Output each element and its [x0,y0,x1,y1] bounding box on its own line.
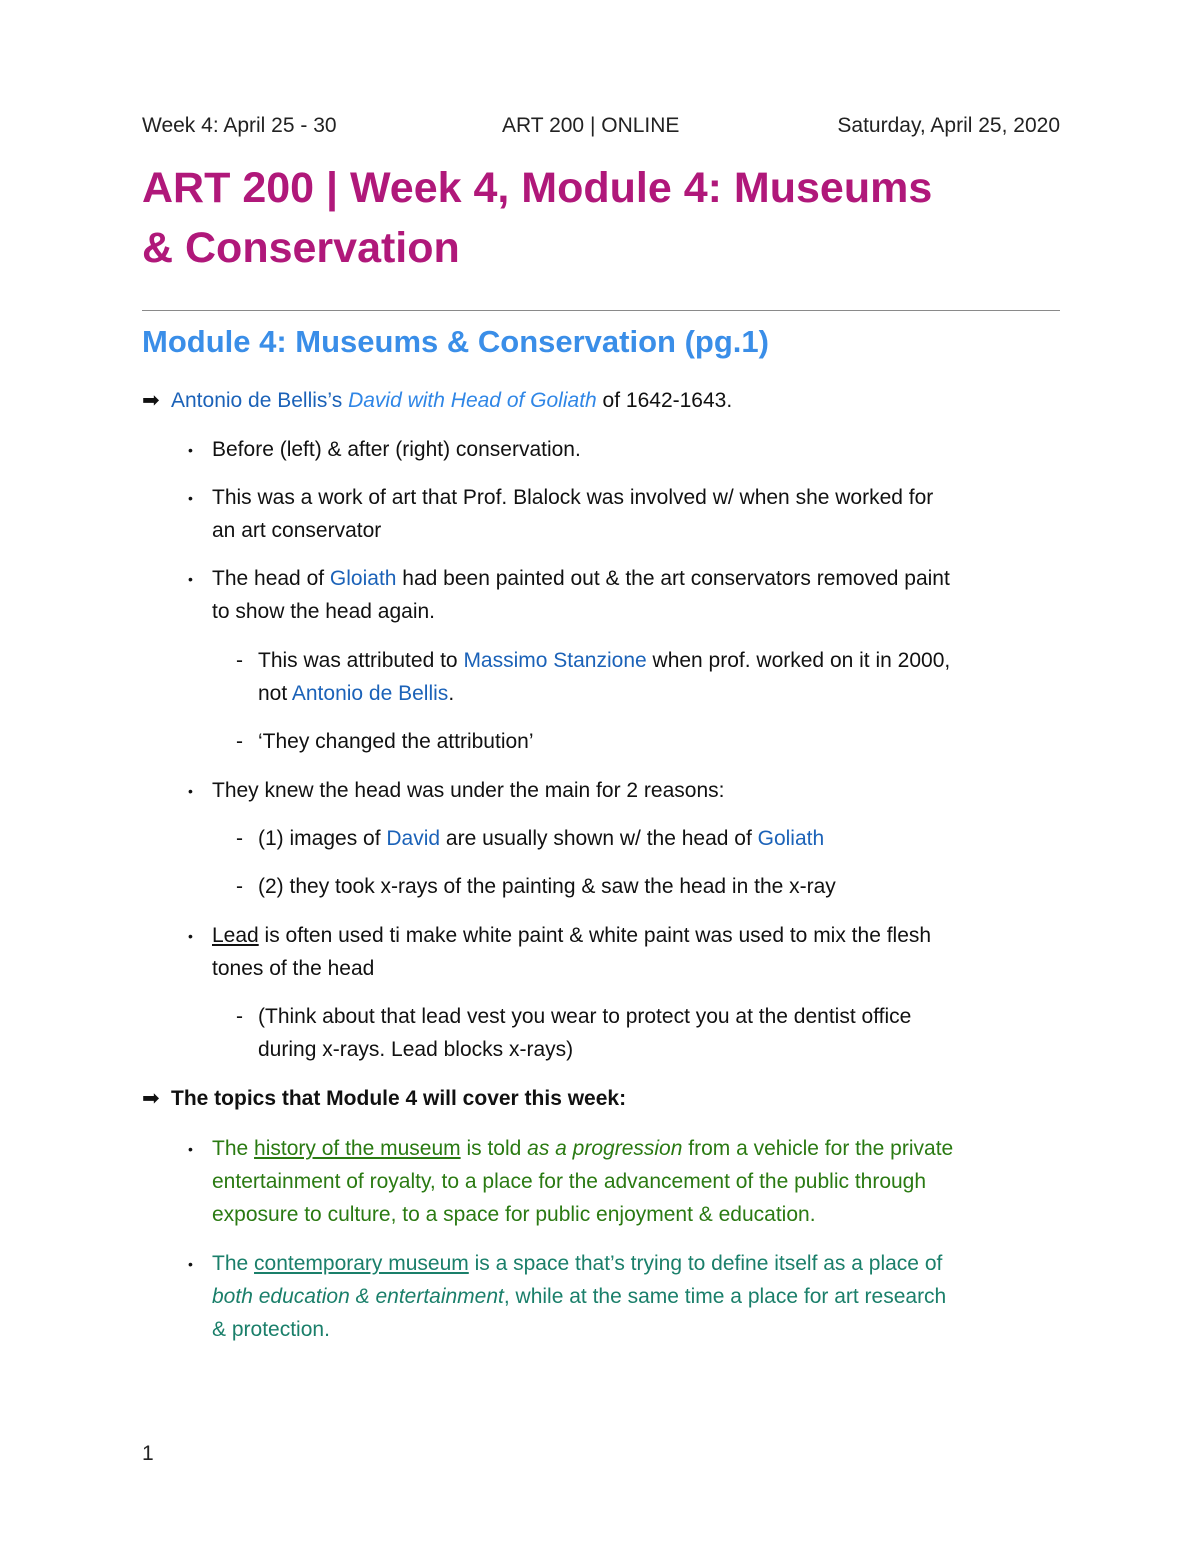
sub-item-continued: during x-rays. Lead blocks x-rays) [258,1038,574,1061]
text: The [212,1252,255,1275]
title-line-1: ART 200 | Week 4, Module 4: Museums [142,164,933,212]
text: are usually shown w/ the head of [440,827,758,850]
dash-icon: - [236,875,243,898]
topic-item-continued: entertainment of royalty, to a place for the advancement of the public through [212,1170,927,1193]
term-progression: as a progression [527,1137,683,1160]
bullet-icon: • [188,1141,193,1157]
term-contemporary-museum: contemporary museum [254,1252,469,1275]
text: is told [460,1137,528,1160]
artwork-line [171,384,732,417]
dash-icon: - [236,649,243,672]
topic-item-continued [212,1280,946,1313]
text: when prof. worked on it in 2000, [646,649,951,672]
sub-item: ‘They changed the attribution’ [258,730,534,753]
sub-item: (2) they took x-rays of the painting & saw the head in the x-ray [258,875,836,898]
bullet-icon: • [188,1256,193,1272]
text: The [212,1137,255,1160]
topic-item-continued: exposure to culture, to a space for public enjoyment & education. [212,1203,816,1226]
term-lead: Lead [212,924,259,947]
sub-item [258,822,824,855]
topic-item-continued: & protection. [212,1318,330,1341]
list-item-continued: to show the head again. [212,600,436,623]
text: The head of [212,567,330,590]
term-history-of-museum: history of the museum [254,1137,461,1160]
artist-name: Antonio de Bellis’s [171,389,343,412]
bullet-icon: • [188,571,193,587]
list-item-continued: an art conservator [212,519,382,542]
topic-item [212,1247,942,1280]
name-goliath: Goliath [757,827,825,850]
bullet-icon: • [188,928,193,944]
dash-icon: - [236,827,243,850]
section-heading-main: Module 4: Museums & Conservation [142,324,676,359]
right-arrow-icon: ➡ [142,389,160,412]
list-item [212,562,950,595]
artwork-title: David with Head of Goliath [348,389,597,412]
text: , while at the same time a place for art research [503,1285,947,1308]
name-stanzione: Massimo Stanzione [463,649,647,672]
name-de-bellis: Antonio de Bellis [291,682,449,705]
artwork-date: of 1642-1643. [596,389,733,412]
dash-icon: - [236,730,243,753]
name-david: David [386,827,441,850]
list-item: This was a work of art that Prof. Blalock was involved w/ when she worked for [212,486,934,509]
term-education-entertainment: both education & entertainment [212,1285,504,1308]
name-goliath: Gloiath [329,567,397,590]
section-heading [142,320,769,364]
header-week: Week 4: April 25 - 30 [142,114,337,137]
list-item: Before (left) & after (right) conservation. [212,438,581,461]
topic-item [212,1132,953,1165]
text: is often used ti make white paint & white paint was used to mix the flesh [258,924,932,947]
header-course: ART 200 | ONLINE [502,114,680,137]
text: not [258,682,292,705]
list-item: They knew the head was under the main for 2 reasons: [212,779,725,802]
bullet-icon: • [188,442,193,458]
right-arrow-icon: ➡ [142,1087,160,1110]
bullet-icon: • [188,490,193,506]
sub-item [258,644,950,677]
horizontal-divider [142,310,1060,311]
dash-icon: - [236,1005,243,1028]
text: . [448,682,455,705]
header-date: Saturday, April 25, 2020 [837,114,1060,137]
title-line-2: & Conservation [142,224,460,272]
document-title [142,158,1072,278]
text: from a vehicle for the private [682,1137,954,1160]
list-item-continued: tones of the head [212,957,375,980]
page-number: 1 [142,1442,154,1465]
topics-heading: The topics that Module 4 will cover this week: [171,1087,627,1110]
text: had been painted out & the art conservators removed paint [396,567,950,590]
sub-item-continued [258,677,454,710]
list-item [212,919,931,952]
bullet-icon: • [188,783,193,799]
text: is a space that’s trying to define itself as a place of [468,1252,943,1275]
section-heading-page: (pg.1) [675,324,769,359]
text: (1) images of [258,827,387,850]
sub-item: (Think about that lead vest you wear to protect you at the dentist office [258,1005,912,1028]
text: This was attributed to [258,649,464,672]
